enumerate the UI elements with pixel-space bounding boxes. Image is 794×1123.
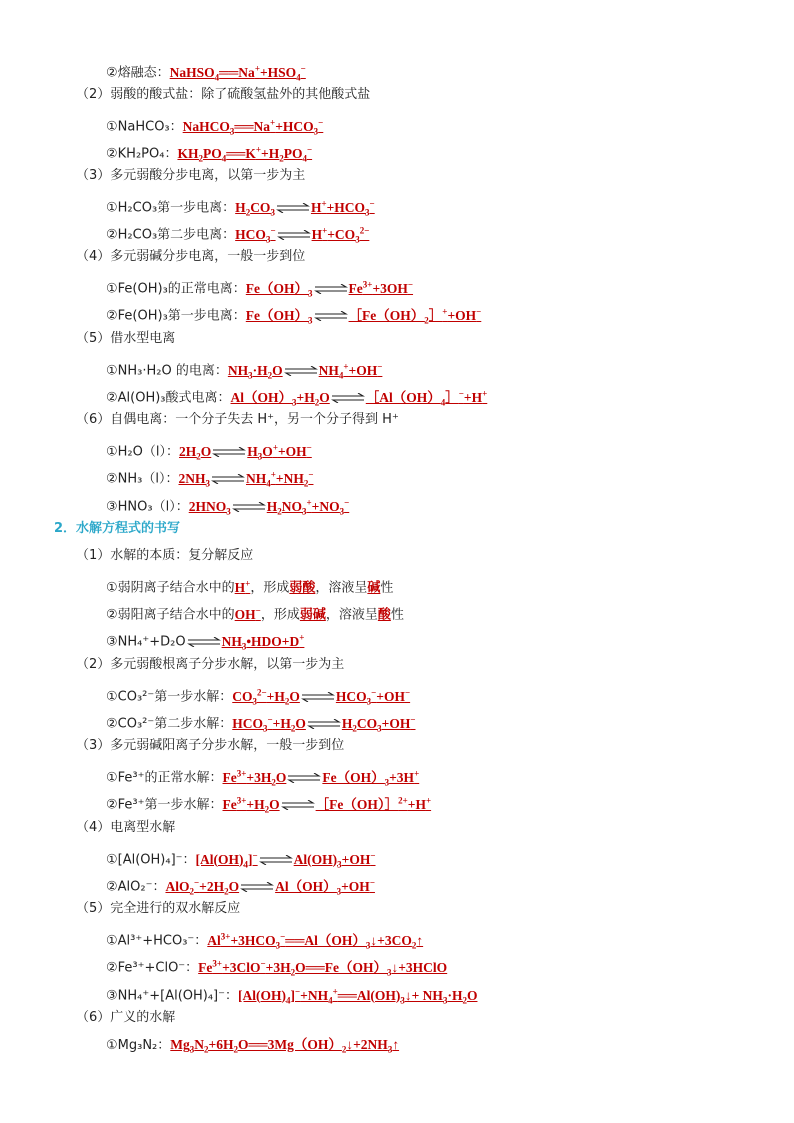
reversible-arrow-icon xyxy=(284,366,318,376)
equation-line xyxy=(106,357,382,384)
answer-word: 酸 xyxy=(377,607,391,623)
equation-line xyxy=(106,438,312,465)
answer-formula: $NaHSO_4══Na^++HSO_4^-$ xyxy=(169,63,306,83)
line-label: ①Al³⁺+HCO₃⁻： xyxy=(106,933,208,949)
line-text: 性 xyxy=(390,607,404,623)
equation-line xyxy=(106,601,404,625)
line-label: ②Fe³⁺+ClO⁻： xyxy=(106,960,199,976)
answer-formula: $2NH_3$ $NH_4^++NH_2^-$ xyxy=(178,469,314,489)
answer-formula: $Al^{3+}+3HCO_3^-══Al(OH)_3↓+3CO_2↑$ xyxy=(207,931,424,951)
equation-line xyxy=(106,59,306,86)
line-label: （5）借水型电离 xyxy=(76,331,176,346)
answer-formula: $[Al(OH)_4]^-+NH_4^+══Al(OH)_3↓+ NH_3\cdot H_2O$ xyxy=(238,986,478,1006)
line-label: ②AlO₂⁻： xyxy=(106,879,166,895)
answer-formula: H+ xyxy=(234,578,251,595)
line-label: （3）多元弱酸分步电离，以第一步为主 xyxy=(76,168,306,183)
line-label: ①Fe(OH)₃的正常电离： xyxy=(106,281,246,297)
line-label: （1）水解的本质：复分解反应 xyxy=(76,548,254,563)
answer-word: 弱碱 xyxy=(299,607,326,623)
answer-word: 碱 xyxy=(367,580,381,596)
answer-formula: $NH_3•HDO+D^+$ xyxy=(186,634,305,649)
line-label: ①NH₃·H₂O 的电离： xyxy=(106,363,228,379)
subsection-line xyxy=(76,86,370,104)
line-label: ①H₂O（l）： xyxy=(106,444,179,460)
reversible-arrow-icon xyxy=(287,773,321,783)
subsection-line xyxy=(76,547,253,565)
equation-line xyxy=(106,927,423,954)
answer-formula: $2HNO_3$ $H_2NO_3^++NO_3^-$ xyxy=(188,497,350,517)
answer-formula: $Fe(OH)_3$ $[Fe(OH)_2]^++OH^-$ xyxy=(245,306,482,326)
reversible-arrow-icon xyxy=(276,203,310,213)
line-label: ②H₂CO₃第二步电离： xyxy=(106,227,236,243)
answer-formula: $2H_2O$ $H_3O^++OH^-$ xyxy=(179,442,312,462)
subsection-line xyxy=(76,900,240,918)
equation-line xyxy=(106,140,312,167)
answer-formula: $Fe^{3+}+H_2O$ ［Fe（OH）］$^{2+}$+H+ xyxy=(222,795,432,815)
equation-line xyxy=(106,710,415,737)
equation-line xyxy=(106,194,375,221)
subsection-line xyxy=(76,656,344,674)
answer-formula: $KH_2PO_4══K^++H_2PO_4^-$ xyxy=(177,144,313,164)
equation-line xyxy=(106,791,431,818)
reversible-arrow-icon xyxy=(281,800,315,810)
line-text: 性 xyxy=(380,580,394,596)
answer-formula: $AlO_2^-+2H_2O$ $Al(OH)_3+OH^-$ xyxy=(165,877,375,897)
line-label: ①NaHCO₃： xyxy=(106,119,183,135)
answer-formula: $NaHCO_3══Na^++HCO_3^-$ xyxy=(182,117,324,137)
line-label: ①H₂CO₃第一步电离： xyxy=(106,200,236,216)
reversible-arrow-icon xyxy=(187,637,221,647)
equation-line xyxy=(106,628,304,655)
equation-line xyxy=(106,465,313,492)
line-label: ②Fe³⁺第一步水解： xyxy=(106,797,223,813)
equation-line xyxy=(106,384,487,411)
answer-formula: OH− xyxy=(234,605,261,622)
line-label: （3）多元弱碱阳离子分步水解，一般一步到位 xyxy=(76,738,345,753)
line-label: ①Mg₃N₂： xyxy=(106,1038,171,1053)
line-label: ③HNO₃（l）： xyxy=(106,499,189,515)
reversible-arrow-icon xyxy=(307,719,341,729)
line-label: ③NH₄⁺+D₂O xyxy=(106,634,186,650)
equation-line xyxy=(106,846,376,873)
line-text: ，形成 xyxy=(250,580,290,596)
answer-formula: $Al(OH)_3+H_2O$ $[Al(OH)_4]^-+H^+$ xyxy=(230,388,488,408)
reversible-arrow-icon xyxy=(212,447,246,457)
answer-formula: $Fe^{3+}+3ClO^-+3H_2O══Fe(OH)_3↓+3HClO$ xyxy=(198,958,448,978)
equation-line xyxy=(106,302,481,329)
answer-formula: $[Al(OH)_4]^-$ $Al(OH)_3+OH^-$ xyxy=(195,850,376,870)
answer-formula: $Mg_3N_2+6H_2O══3Mg(OH)_2↓+2NH_3↑$ xyxy=(170,1037,400,1055)
equation-line xyxy=(106,1036,399,1059)
answer-word: 弱酸 xyxy=(289,580,316,596)
line-label: （2）多元弱酸根离子分步水解，以第一步为主 xyxy=(76,657,345,672)
subsection-line xyxy=(76,819,175,837)
line-label: （4）多元弱碱分步电离，一般一步到位 xyxy=(76,249,306,264)
equation-line xyxy=(106,221,369,248)
line-text: ，溶液呈 xyxy=(325,607,378,623)
line-label: ①弱阴离子结合水中的 xyxy=(106,580,235,596)
answer-formula: $NH_3\cdot H_2O$ $NH_4^++OH^-$ xyxy=(227,361,383,381)
reversible-arrow-icon xyxy=(277,230,311,240)
line-label: ①CO₃²⁻第一步水解： xyxy=(106,689,233,705)
reversible-arrow-icon xyxy=(314,311,348,321)
reversible-arrow-icon xyxy=(232,502,266,512)
subsection-line xyxy=(76,1009,175,1027)
answer-formula: $Fe^{3+}+3H_2O$ $Fe(OH)_3+3H^+$ xyxy=(222,768,420,788)
subsection-line xyxy=(76,167,305,185)
answer-formula: $HCO_3^-$ $H^++CO_3^{2-}$ xyxy=(235,225,370,245)
reversible-arrow-icon xyxy=(240,882,274,892)
subsection-line xyxy=(76,330,175,348)
line-label: ②弱阳离子结合水中的 xyxy=(106,607,235,623)
equation-line xyxy=(106,873,375,900)
subsection-line xyxy=(76,248,305,266)
line-label: ②Al(OH)₃酸式电离： xyxy=(106,390,231,406)
line-label: ②熔融态： xyxy=(106,65,170,81)
reversible-arrow-icon xyxy=(301,692,335,702)
subsection-line xyxy=(76,411,399,429)
equation-line xyxy=(106,683,410,710)
reversible-arrow-icon xyxy=(331,393,365,403)
line-label: （2）弱酸的酸式盐：除了硫酸氢盐外的其他酸式盐 xyxy=(76,87,371,102)
line-label: （4）电离型水解 xyxy=(76,820,176,835)
line-label: ②CO₃²⁻第二步水解： xyxy=(106,716,233,732)
line-label: （6）自偶电离：一个分子失去 H⁺，另一个分子得到 H⁺ xyxy=(76,412,399,427)
reversible-arrow-icon xyxy=(259,855,293,865)
line-text: ，形成 xyxy=(260,607,300,623)
line-label: ②Fe(OH)₃第一步电离： xyxy=(106,308,246,324)
equation-line xyxy=(106,574,393,598)
equation-line xyxy=(106,982,477,1009)
line-label: （5）完全进行的双水解反应 xyxy=(76,901,241,916)
answer-formula: $Fe(OH)_3$ $Fe^{3+}+3OH^-$ xyxy=(245,279,414,299)
answer-formula: $HCO_3^-+H_2O$ $H_2CO_3+OH^-$ xyxy=(232,714,416,734)
subsection-line xyxy=(76,737,344,755)
answer-formula: $CO_3^{2-}+H_2O$ $HCO_3^-+OH^-$ xyxy=(232,687,411,707)
equation-line xyxy=(106,493,349,520)
reversible-arrow-icon xyxy=(314,284,348,294)
line-label: （6）广义的水解 xyxy=(76,1010,176,1025)
line-label: ③NH₄⁺+[Al(OH)₄]⁻： xyxy=(106,988,238,1004)
line-label: ①Fe³⁺的正常水解： xyxy=(106,770,223,786)
line-label: 2．水解方程式的书写 xyxy=(54,521,181,536)
reversible-arrow-icon xyxy=(211,474,245,484)
line-text: ，溶液呈 xyxy=(315,580,368,596)
line-label: ①[Al(OH)₄]⁻： xyxy=(106,852,196,868)
equation-line xyxy=(106,764,419,791)
section-heading xyxy=(54,520,180,538)
line-label: ②KH₂PO₄： xyxy=(106,146,178,162)
line-label: ②NH₃（l）： xyxy=(106,471,179,487)
equation-line xyxy=(106,113,323,140)
equation-line xyxy=(106,954,447,981)
answer-formula: $H_2CO_3$ $H^++HCO_3^-$ xyxy=(235,198,375,218)
equation-line xyxy=(106,275,413,302)
